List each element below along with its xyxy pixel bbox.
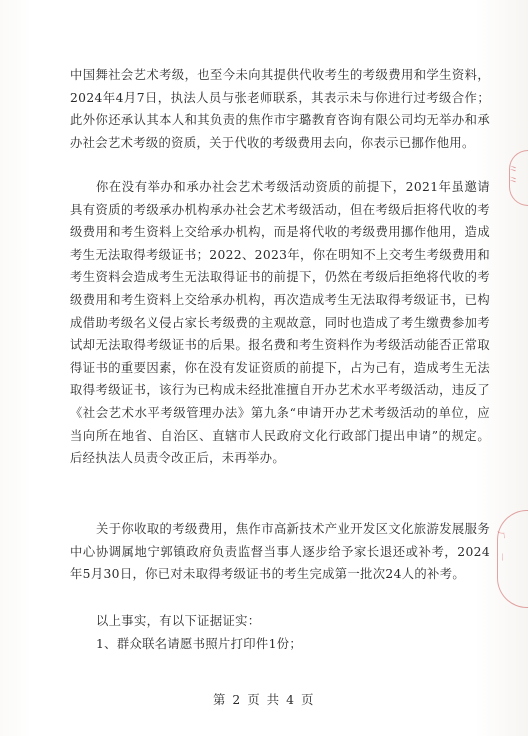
- seal-fragment-bottom: ㄏ ㄧ: [495, 529, 509, 563]
- paragraph-2: [70, 176, 490, 470]
- body-paragraph: 你在没有举办和承办社会艺术考级活动资质的前提下，2021年虽邀请具有资质的考级承办机构承办社会艺术考级活动，但在考级后拒将代收的考级费用和考生资料上交给承办机构，而是将代收的考级费用挪作他用，造成考生无法取得考级证书；2022、2023年，你在明知不上交考生考级费用和考生资料会造成考生无法取得证书的前提下，仍然在考级后拒绝将代收的考级费用和考生资料上交给承办机构，再次造成考生无法取得考级证书，已构成借助考级名义侵占家长考级费的主观故意，同时也造成了考生缴费参加考试却无法取得考级证书的后果。报名费和考生资料作为考级活动能否正常取得证书的重要因素，你在没有发证资质的前提下，占为己有，造成考生无法取得考级证书，该行为已构成未经批准擅自开办艺术水平考级活动，违反了《社会艺术水平考级管理办法》第九条“申请开办艺术考级活动的单位，应当向所在地省、自治区、直辖市人民政府文化行政部门提出申请”的规定。后经执法人员责令改正后，未再举办。: [70, 180, 490, 466]
- paragraph-4: [70, 610, 490, 633]
- paragraph-5: [70, 633, 490, 656]
- body-paragraph: 中国舞社会艺术考级，也至今未向其提供代收考生的考级费用和学生资料，2024年4月7日，执法人员与张老师联系，其表示未与你进行过考级合作；此外你还承认其本人和其负责的焦作市宇璐教育咨询有限公司均无举办和承办社会艺术考级的资质，关于代收的考级费用去向，你表示已挪作他用。: [70, 68, 490, 150]
- evidence-intro: 以上事实，有以下证据证实：: [96, 614, 261, 628]
- evidence-item-1: 1、群众联名请愿书照片打印件1份；: [96, 637, 303, 651]
- paragraph-3: [70, 518, 490, 586]
- body-paragraph: 关于你收取的考级费用，焦作市高新技术产业开发区文化旅游发展服务中心协调属地宁郭镇政府负责监督当事人逐步给予家长退还或补考，2024年5月30日，你已对未取得考级证书的考生完成第一批次24人的补考。: [70, 522, 490, 582]
- paragraph-1: [70, 64, 490, 154]
- page-number: 第 2 页 共 4 页: [213, 693, 315, 707]
- seal-fragment-top: 〃〃: [506, 163, 519, 185]
